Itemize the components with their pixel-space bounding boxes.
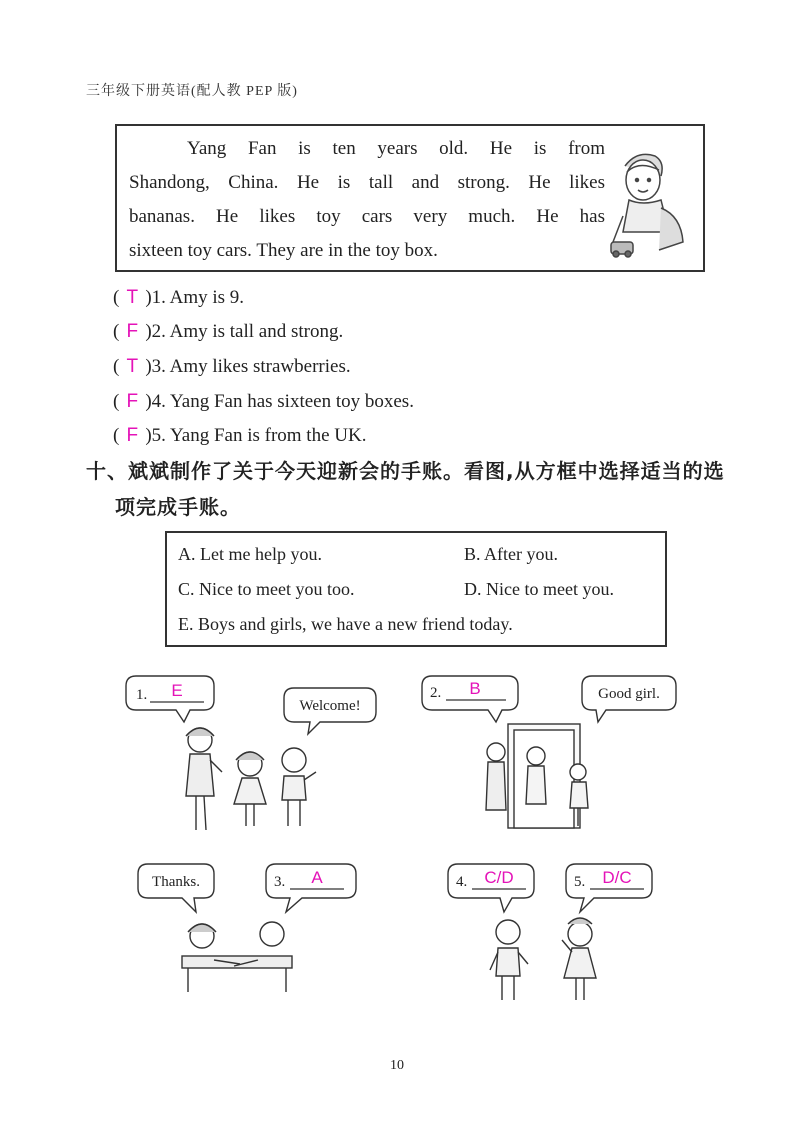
bubble-4-number: 4.: [456, 874, 468, 890]
paren-open: (: [113, 321, 120, 342]
boy-figure-1: [282, 748, 316, 826]
answer-1: T: [126, 287, 139, 308]
boy-with-toy-car-illustration: [603, 146, 695, 258]
speech-bubble-4: [448, 864, 534, 912]
bubble-5-number: 5.: [574, 874, 586, 890]
speech-bubble-1: [126, 676, 214, 722]
girl-figure-2: [562, 918, 596, 1000]
speech-bubble-2: [422, 676, 518, 722]
paren-open: (: [113, 425, 120, 446]
answer-5: F: [126, 425, 139, 446]
paren-open: (: [113, 287, 120, 308]
speech-bubble-thanks: [138, 864, 214, 912]
option-c: C. Nice to meet you too.: [178, 579, 355, 599]
children-at-table: [182, 922, 292, 992]
bubble-3-answer: A: [311, 868, 323, 887]
option-e: E. Boys and girls, we have a new friend today.: [178, 614, 513, 634]
question-1: [113, 287, 244, 309]
answer-2: F: [126, 321, 139, 342]
question-text-1: )1. Amy is 9.: [145, 287, 245, 308]
paren-open: (: [113, 391, 120, 412]
reading-passage-box: [115, 124, 705, 272]
section-title-line-1: 十、斌斌制作了关于今天迎新会的手账。看图,从方框中选择适当的选: [86, 459, 725, 483]
passage-line-1: Yang Fan is ten years old. He is from: [187, 138, 605, 159]
answer-3: T: [126, 356, 139, 377]
girl-figure-1: [234, 752, 266, 826]
option-a: A. Let me help you.: [178, 544, 322, 564]
option-d: D. Nice to meet you.: [464, 579, 614, 599]
speech-bubble-5: [566, 864, 652, 912]
boy-figure-2: [490, 920, 528, 1000]
bubble-1-answer: E: [171, 681, 183, 700]
thanks-text: Thanks.: [152, 874, 200, 890]
question-2: [113, 321, 343, 343]
bubble-4-answer: C/D: [484, 868, 514, 887]
paren-open: (: [113, 356, 120, 377]
bubble-1-number: 1.: [136, 687, 148, 703]
options-box: [165, 531, 667, 647]
page-number: 10: [390, 1058, 404, 1073]
question-4: [113, 391, 414, 413]
bubble-5-answer: D/C: [602, 868, 632, 887]
speech-bubble-welcome: [284, 688, 376, 734]
speech-bubble-good-girl: [582, 676, 676, 722]
teacher-figure: [186, 728, 222, 830]
question-text-5: )5. Yang Fan is from the UK.: [145, 425, 367, 446]
question-5: [113, 425, 366, 447]
passage-line-3: bananas. He likes toy cars very much. He has: [129, 206, 605, 227]
bubble-2-number: 2.: [430, 685, 442, 701]
passage-line-2: Shandong, China. He is tall and strong. He likes: [129, 172, 605, 193]
question-text-3: )3. Amy likes strawberries.: [145, 356, 351, 377]
good-girl-text: Good girl.: [598, 686, 660, 702]
question-text-2: )2. Amy is tall and strong.: [145, 321, 344, 342]
question-text-4: )4. Yang Fan has sixteen toy boxes.: [145, 391, 414, 412]
question-3: [113, 356, 351, 378]
bubble-3-number: 3.: [274, 874, 286, 890]
speech-bubble-3: [266, 864, 356, 912]
bubble-2-answer: B: [469, 679, 481, 698]
option-b: B. After you.: [464, 544, 558, 564]
passage-line-4: sixteen toy cars. They are in the toy box.: [129, 240, 438, 261]
doorway-scene: [486, 724, 588, 828]
scene-illustrations: [0, 660, 800, 1000]
page-header: 三年级下册英语(配人教 PEP 版): [86, 84, 298, 99]
welcome-text: Welcome!: [299, 698, 361, 714]
answer-4: F: [126, 391, 139, 412]
section-title-line-2: 项完成手账。: [115, 495, 241, 519]
